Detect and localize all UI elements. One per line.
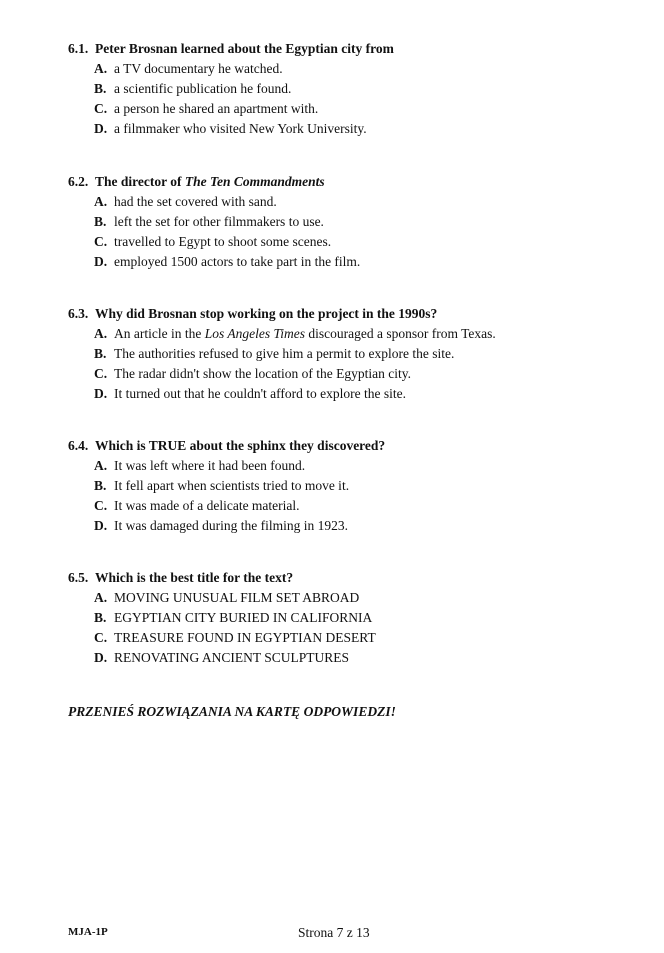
option-letter: B. <box>94 346 107 361</box>
page-number: Strona 7 z 13 <box>298 925 370 940</box>
question-title <box>68 305 628 325</box>
question-number: 6.3. <box>68 306 89 321</box>
question-text: Which is the best title for the text? <box>95 570 294 585</box>
option-c <box>68 629 628 649</box>
option-letter: A. <box>94 61 108 76</box>
option-text: RENOVATING ANCIENT SCULPTURES <box>114 650 350 665</box>
option-text: TREASURE FOUND IN EGYPTIAN DESERT <box>114 630 376 645</box>
question-6-4 <box>68 437 628 537</box>
option-letter: D. <box>94 386 108 401</box>
option-letter: A. <box>94 326 108 341</box>
option-text: left the set for other filmmakers to use. <box>114 214 324 229</box>
option-letter: A. <box>94 194 108 209</box>
question-number: 6.2. <box>68 174 89 189</box>
question-text: Peter Brosnan learned about the Egyptian city from <box>95 41 394 56</box>
option-text: The radar didn't show the location of the Egyptian city. <box>114 366 411 381</box>
option-letter: B. <box>94 214 107 229</box>
question-number: 6.5. <box>68 570 89 585</box>
option-c <box>68 233 628 253</box>
option-text: It fell apart when scientists tried to move it. <box>114 478 350 493</box>
option-letter: A. <box>94 590 108 605</box>
option-text: a filmmaker who visited New York University. <box>114 121 367 136</box>
exam-code: MJA-1P <box>68 926 108 938</box>
option-text-end: discouraged a sponsor from Texas. <box>304 326 496 341</box>
option-text: It was left where it had been found. <box>114 458 306 473</box>
option-letter: C. <box>94 101 108 116</box>
option-b <box>68 609 628 629</box>
option-a <box>68 60 628 80</box>
option-letter: D. <box>94 254 108 269</box>
option-text: It was damaged during the filming in 1923. <box>114 518 348 533</box>
option-text: EGYPTIAN CITY BURIED IN CALIFORNIA <box>114 610 373 625</box>
option-text: It turned out that he couldn't afford to explore the site. <box>114 386 406 401</box>
option-d <box>68 385 628 405</box>
option-text: a person he shared an apartment with. <box>114 101 319 116</box>
question-title <box>68 40 628 60</box>
question-text: The director of <box>95 174 185 189</box>
option-d <box>68 253 628 273</box>
option-a <box>68 325 628 345</box>
option-letter: D. <box>94 650 108 665</box>
option-c <box>68 100 628 120</box>
option-text: The authorities refused to give him a permit to explore the site. <box>114 346 455 361</box>
question-title <box>68 173 628 193</box>
option-a <box>68 457 628 477</box>
newspaper-title: Los Angeles Times <box>204 326 305 341</box>
option-b <box>68 345 628 365</box>
option-letter: B. <box>94 81 107 96</box>
option-letter: C. <box>94 630 108 645</box>
option-d <box>68 517 628 537</box>
option-b <box>68 477 628 497</box>
option-a <box>68 193 628 213</box>
option-letter: D. <box>94 121 108 136</box>
option-c <box>68 365 628 385</box>
question-text: Which is TRUE about the sphinx they discovered? <box>95 438 386 453</box>
option-letter: D. <box>94 518 108 533</box>
option-text: An article in the <box>114 326 205 341</box>
option-text: employed 1500 actors to take part in the film. <box>114 254 361 269</box>
option-letter: A. <box>94 458 108 473</box>
option-a <box>68 589 628 609</box>
option-text: had the set covered with sand. <box>114 194 277 209</box>
answer-sheet-instruction: PRZENIEŚ ROZWIĄZANIA NA KARTĘ ODPOWIEDZI! <box>68 704 396 719</box>
option-text: a scientific publication he found. <box>114 81 292 96</box>
question-6-2 <box>68 173 628 273</box>
film-title: The Ten Commandments <box>184 174 325 189</box>
question-6-5 <box>68 569 628 669</box>
option-b <box>68 80 628 100</box>
question-title <box>68 437 628 457</box>
question-text: Why did Brosnan stop working on the project in the 1990s? <box>95 306 438 321</box>
question-6-1 <box>68 40 628 140</box>
option-text: It was made of a delicate material. <box>114 498 300 513</box>
option-letter: C. <box>94 498 108 513</box>
option-text: MOVING UNUSUAL FILM SET ABROAD <box>114 590 360 605</box>
option-letter: B. <box>94 610 107 625</box>
question-number: 6.1. <box>68 41 89 56</box>
option-d <box>68 649 628 669</box>
option-text: a TV documentary he watched. <box>114 61 283 76</box>
option-c <box>68 497 628 517</box>
question-6-3 <box>68 305 628 405</box>
question-title <box>68 569 628 589</box>
option-b <box>68 213 628 233</box>
option-d <box>68 120 628 140</box>
option-letter: C. <box>94 234 108 249</box>
option-text: travelled to Egypt to shoot some scenes. <box>114 234 332 249</box>
question-number: 6.4. <box>68 438 89 453</box>
option-letter: C. <box>94 366 108 381</box>
option-letter: B. <box>94 478 107 493</box>
